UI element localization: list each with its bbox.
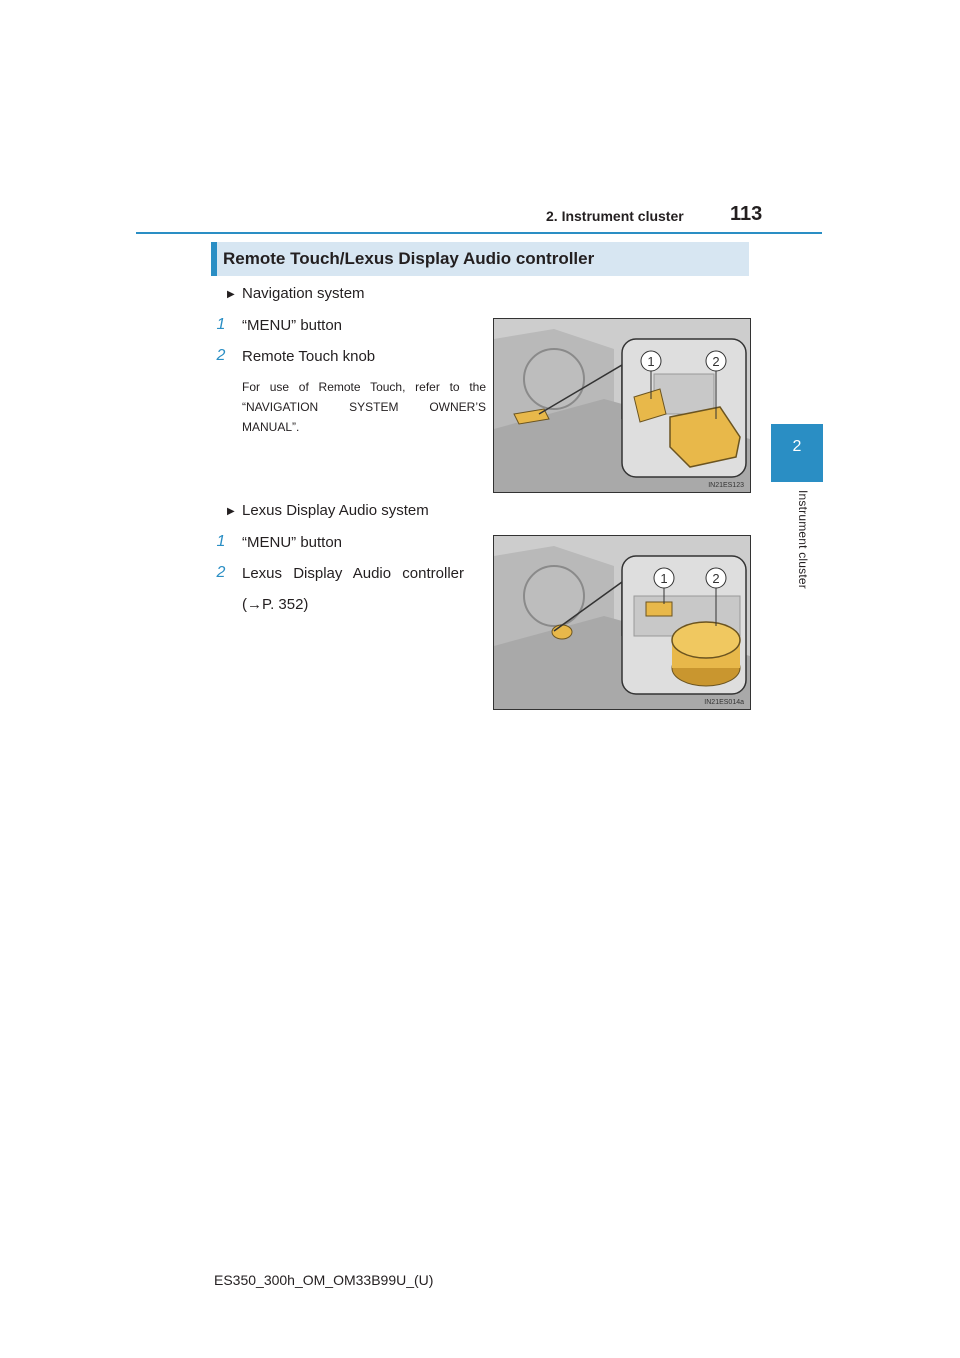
footer-doc-code: ES350_300h_OM_OM33B99U_(U) — [214, 1272, 434, 1288]
item-number-2: 2 — [216, 564, 226, 581]
chapter-tab-label: Instrument cluster — [796, 490, 810, 589]
running-header-section: 2. Instrument cluster — [546, 208, 684, 224]
nav-figure-code: IN21ES123 — [708, 482, 744, 489]
item-number-2: 2 — [216, 347, 226, 364]
triangle-bullet-icon: ▶ — [227, 506, 235, 517]
item-number-1: 1 — [216, 316, 226, 333]
header-rule — [136, 232, 822, 234]
display-audio-figure — [493, 535, 751, 710]
navigation-heading: Navigation system — [242, 285, 365, 302]
navigation-figure — [493, 318, 751, 493]
triangle-bullet-icon: ▶ — [227, 289, 235, 300]
lda-page-reference: (→P. 352) — [242, 596, 309, 613]
display-audio-heading: Lexus Display Audio system — [242, 502, 429, 519]
nav-menu-button-label: “MENU” button — [242, 317, 343, 334]
lda-figure-code: IN21ES014a — [704, 699, 744, 706]
nav-figure-callout-2: 2 — [712, 354, 720, 369]
page-number: 113 — [730, 203, 763, 225]
lda-figure-callout-2: 2 — [712, 571, 720, 586]
lda-figure-callout-1: 1 — [660, 571, 668, 586]
chapter-tab-number: 2 — [792, 438, 802, 455]
nav-remote-touch-label: Remote Touch knob — [242, 348, 376, 365]
nav-figure-callout-1: 1 — [647, 354, 655, 369]
lda-menu-button-label: “MENU” button — [242, 534, 343, 551]
navigation-note: For use of Remote Touch, refer to the “NAVIGATION SYSTEM OWNER’S MANUAL”. — [242, 380, 486, 434]
section-title: Remote Touch/Lexus Display Audio controller — [223, 249, 595, 268]
lda-controller-label: Lexus Display Audio controller — [242, 565, 464, 582]
item-number-1: 1 — [216, 533, 226, 550]
